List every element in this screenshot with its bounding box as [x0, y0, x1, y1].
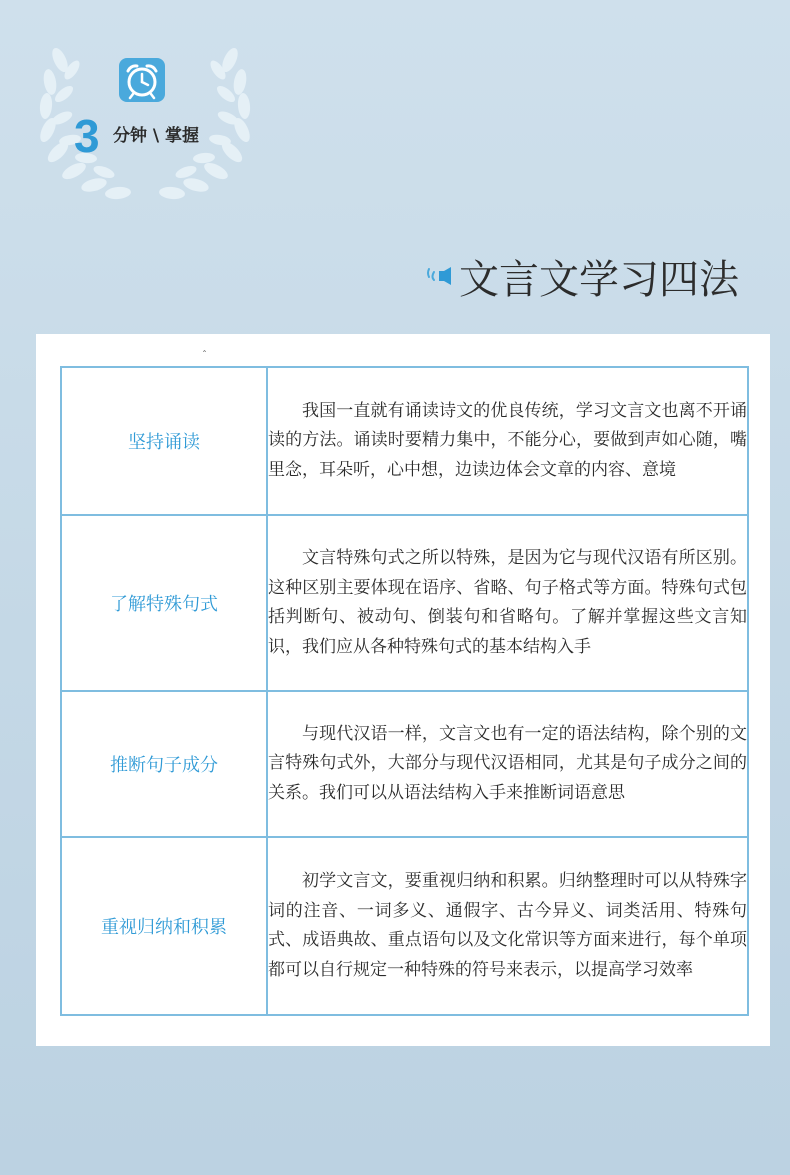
method-description: 文言特殊句式之所以特殊，是因为它与现代汉语有所区别。这种区别主要体现在语序、省略、句子格式等方面。特殊句式包括判断句、被动句、倒装句和省略句。了解并掌握这些文言知识，我们应从各种特殊句式的基本结构入手 [267, 515, 748, 691]
method-description: 与现代汉语一样，文言文也有一定的语法结构，除个别的文言特殊句式外，大部分与现代汉语相同，尤其是句子成分之间的关系。我们可以从语法结构入手来推断词语意思 [267, 691, 748, 837]
method-label: 重视归纳和积累 [61, 837, 267, 1015]
table-row [61, 515, 748, 691]
section-title [425, 252, 770, 308]
page-title: 文言文学习四法 [459, 257, 739, 303]
method-label: 坚持诵读 [61, 367, 267, 515]
badge-number: 3 [74, 110, 100, 162]
table-row [61, 367, 748, 515]
method-label: 推断句子成分 [61, 691, 267, 837]
table-row [61, 691, 748, 837]
laurel-wreath-icon [30, 30, 260, 210]
method-description: 初学文言文，要重视归纳和积累。归纳整理时可以从特殊字词的注音、一词多义、通假字、古今异义、词类活用、特殊句式、成语典故、重点语句以及文化常识等方面来进行，每个单项都可以自行规定一种特殊的符号来表示，以提高学习效率 [267, 837, 748, 1015]
speaker-icon [425, 266, 453, 292]
section-badge [30, 30, 260, 210]
alarm-clock-icon [119, 58, 165, 102]
method-description: 我国一直就有诵读诗文的优良传统，学习文言文也离不开诵读的方法。诵读时要精力集中，不能分心，要做到声如心随，嘴里念，耳朵听，心中想，边读边体会文章的内容、意境 [267, 367, 748, 515]
print-mark: ˆ [202, 350, 207, 361]
methods-table [60, 366, 749, 1016]
method-label: 了解特殊句式 [61, 515, 267, 691]
badge-caption: 分钟 \ 掌握 [113, 126, 200, 146]
table-row [61, 837, 748, 1015]
